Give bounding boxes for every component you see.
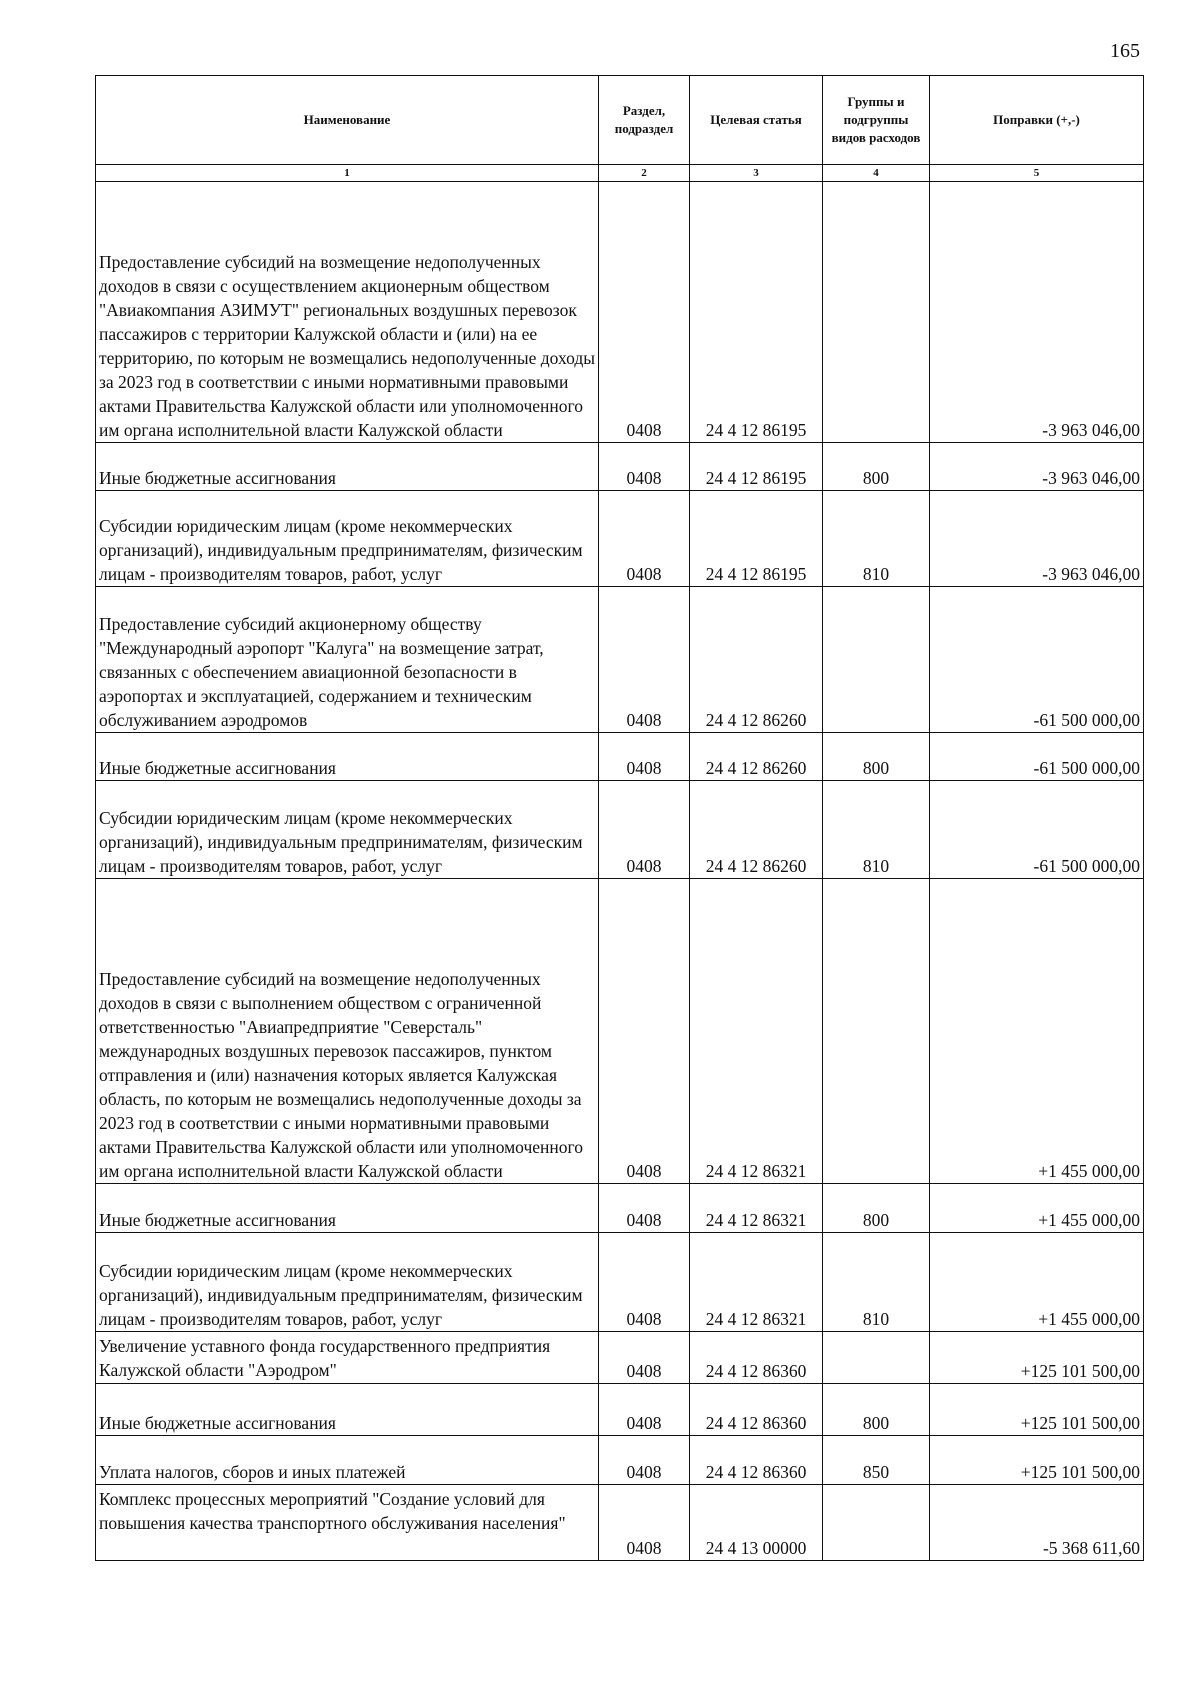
- row-name: Комплекс процессных мероприятий "Создание условий для повышения качества транспортного обслуживания населения": [96, 1485, 599, 1561]
- row-section: 0408: [599, 182, 690, 443]
- row-amount: -3 963 046,00: [930, 443, 1144, 491]
- row-section: 0408: [599, 1184, 690, 1233]
- row-group: [823, 1332, 930, 1384]
- row-name: Иные бюджетные ассигнования: [96, 443, 599, 491]
- header-groups: Группы и подгруппы видов расходов: [823, 76, 930, 165]
- row-name: Субсидии юридическим лицам (кроме некоммерческих организаций), индивидуальным предпринимателям, физическим лицам - производителям товаров, работ, услуг: [96, 1233, 599, 1332]
- row-target: 24 4 12 86260: [690, 587, 823, 733]
- table-header: [96, 76, 1144, 182]
- row-group: [823, 1485, 930, 1561]
- table-row: [96, 1436, 1144, 1485]
- row-group: 810: [823, 781, 930, 879]
- row-section: 0408: [599, 587, 690, 733]
- row-target: 24 4 12 86195: [690, 443, 823, 491]
- row-group: 800: [823, 1184, 930, 1233]
- table-body: [96, 182, 1144, 1561]
- row-group: 810: [823, 491, 930, 587]
- row-amount: -3 963 046,00: [930, 182, 1144, 443]
- row-target: 24 4 12 86195: [690, 182, 823, 443]
- row-section: 0408: [599, 1436, 690, 1485]
- row-target: 24 4 12 86360: [690, 1384, 823, 1436]
- row-target: 24 4 12 86260: [690, 733, 823, 781]
- column-number: 4: [823, 165, 930, 182]
- row-name: Субсидии юридическим лицам (кроме некоммерческих организаций), индивидуальным предпринимателям, физическим лицам - производителям товаров, работ, услуг: [96, 491, 599, 587]
- row-target: 24 4 12 86360: [690, 1436, 823, 1485]
- row-target: 24 4 12 86260: [690, 781, 823, 879]
- budget-amendments-table: [95, 75, 1144, 1561]
- table-row: [96, 781, 1144, 879]
- row-group: 800: [823, 443, 930, 491]
- row-group: 850: [823, 1436, 930, 1485]
- row-section: 0408: [599, 1485, 690, 1561]
- row-name: Предоставление субсидий на возмещение недополученных доходов в связи с выполнением обществом с ограниченной ответственностью "Авиапредприятие "Северсталь" международных воздушных перевозок пассажиров, пунктом отправления и (или) назначения которых является Калужская область, по которым не возмещались недополученные доходы за 2023 год в соответствии с иными нормативными правовыми актами Правительства Калужской области или уполномоченного им органа исполнительной власти Калужской области: [96, 879, 599, 1184]
- row-amount: -3 963 046,00: [930, 491, 1144, 587]
- row-target: 24 4 12 86360: [690, 1332, 823, 1384]
- table-row: [96, 443, 1144, 491]
- row-group: 800: [823, 1384, 930, 1436]
- row-name: Иные бюджетные ассигнования: [96, 733, 599, 781]
- row-amount: +125 101 500,00: [930, 1332, 1144, 1384]
- table-row: [96, 733, 1144, 781]
- table-row: [96, 182, 1144, 443]
- row-target: 24 4 13 00000: [690, 1485, 823, 1561]
- row-amount: -61 500 000,00: [930, 781, 1144, 879]
- row-section: 0408: [599, 491, 690, 587]
- row-group: 800: [823, 733, 930, 781]
- table-row: [96, 1233, 1144, 1332]
- row-target: 24 4 12 86321: [690, 879, 823, 1184]
- row-amount: -5 368 611,60: [930, 1485, 1144, 1561]
- header-amount: Поправки (+,-): [930, 76, 1144, 165]
- header-section: Раздел, подраздел: [599, 76, 690, 165]
- table-row: [96, 491, 1144, 587]
- row-name: Субсидии юридическим лицам (кроме некоммерческих организаций), индивидуальным предпринимателям, физическим лицам - производителям товаров, работ, услуг: [96, 781, 599, 879]
- column-number: 2: [599, 165, 690, 182]
- column-number: 3: [690, 165, 823, 182]
- row-name: Предоставление субсидий на возмещение недополученных доходов в связи с осуществлением акционерным обществом "Авиакомпания АЗИМУТ" региональных воздушных перевозок пассажиров с территории Калужской области и (или) на ее территорию, по которым не возмещались недополученные доходы за 2023 год в соответствии с иными нормативными правовыми актами Правительства Калужской области или уполномоченного им органа исполнительной власти Калужской области: [96, 182, 599, 443]
- row-amount: -61 500 000,00: [930, 587, 1144, 733]
- row-amount: +1 455 000,00: [930, 1233, 1144, 1332]
- row-section: 0408: [599, 443, 690, 491]
- row-section: 0408: [599, 879, 690, 1184]
- table-row: [96, 1184, 1144, 1233]
- row-group: 810: [823, 1233, 930, 1332]
- row-name: Предоставление субсидий акционерному обществу "Международный аэропорт "Калуга" на возмещение затрат, связанных с обеспечением авиационной безопасности в аэропортах и эксплуатацией, содержанием и техническим обслуживанием аэродромов: [96, 587, 599, 733]
- row-section: 0408: [599, 1384, 690, 1436]
- table-row: [96, 1485, 1144, 1561]
- header-target: Целевая статья: [690, 76, 823, 165]
- row-amount: +125 101 500,00: [930, 1384, 1144, 1436]
- row-name: Уплата налогов, сборов и иных платежей: [96, 1436, 599, 1485]
- table-row: [96, 879, 1144, 1184]
- table-row: [96, 587, 1144, 733]
- row-group: [823, 879, 930, 1184]
- row-group: [823, 182, 930, 443]
- row-section: 0408: [599, 1233, 690, 1332]
- row-name: Иные бюджетные ассигнования: [96, 1184, 599, 1233]
- row-amount: +1 455 000,00: [930, 1184, 1144, 1233]
- table-row: [96, 1384, 1144, 1436]
- column-number: 5: [930, 165, 1144, 182]
- column-number: 1: [96, 165, 599, 182]
- row-section: 0408: [599, 733, 690, 781]
- row-section: 0408: [599, 781, 690, 879]
- row-amount: -61 500 000,00: [930, 733, 1144, 781]
- table-row: [96, 1332, 1144, 1384]
- row-target: 24 4 12 86321: [690, 1184, 823, 1233]
- row-amount: +1 455 000,00: [930, 879, 1144, 1184]
- row-group: [823, 587, 930, 733]
- row-target: 24 4 12 86321: [690, 1233, 823, 1332]
- page-number: 165: [1110, 40, 1140, 62]
- row-target: 24 4 12 86195: [690, 491, 823, 587]
- row-section: 0408: [599, 1332, 690, 1384]
- row-amount: +125 101 500,00: [930, 1436, 1144, 1485]
- row-name: Иные бюджетные ассигнования: [96, 1384, 599, 1436]
- row-name: Увеличение уставного фонда государственного предприятия Калужской области "Аэродром": [96, 1332, 599, 1384]
- header-name: Наименование: [96, 76, 599, 165]
